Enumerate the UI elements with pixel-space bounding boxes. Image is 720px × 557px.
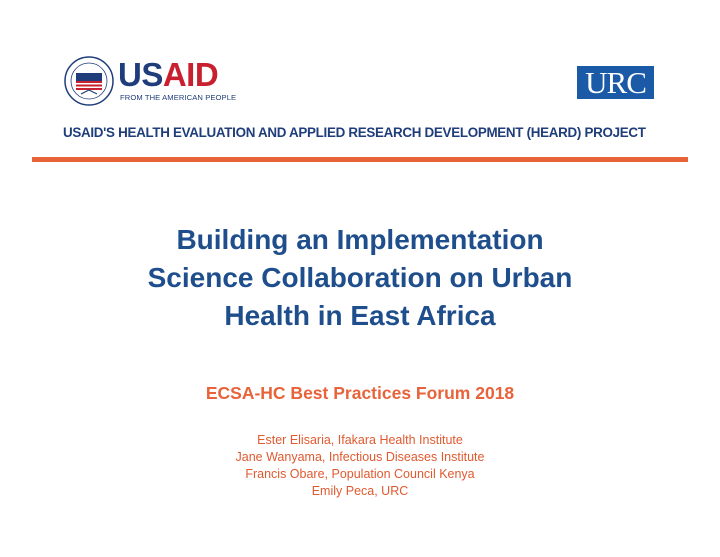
usaid-logo (64, 56, 244, 106)
title-line: Building an Implementation (176, 224, 544, 255)
author-line: Francis Obare, Population Council Kenya (245, 467, 475, 481)
urc-logo: URC (577, 66, 654, 99)
usaid-seal-icon (64, 56, 114, 106)
author-list (100, 432, 620, 500)
title-line: Science Collaboration on Urban (147, 262, 573, 293)
usaid-tagline: FROM THE AMERICAN PEOPLE (120, 93, 237, 102)
author-line: Emily Peca, URC (311, 484, 409, 498)
project-title: USAID'S HEALTH EVALUATION AND APPLIED RESEARCH DEVELOPMENT (HEARD) PROJECT (63, 125, 646, 140)
header-divider (32, 157, 688, 162)
slide-title (80, 221, 640, 335)
author-line: Ester Elisaria, Ifakara Health Institute (257, 433, 463, 447)
usaid-wordmark: USAID (118, 56, 219, 93)
slide-subtitle: ECSA-HC Best Practices Forum 2018 (205, 383, 515, 403)
author-line: Jane Wanyama, Infectious Diseases Institute (235, 450, 485, 464)
title-line: Health in East Africa (224, 300, 496, 331)
